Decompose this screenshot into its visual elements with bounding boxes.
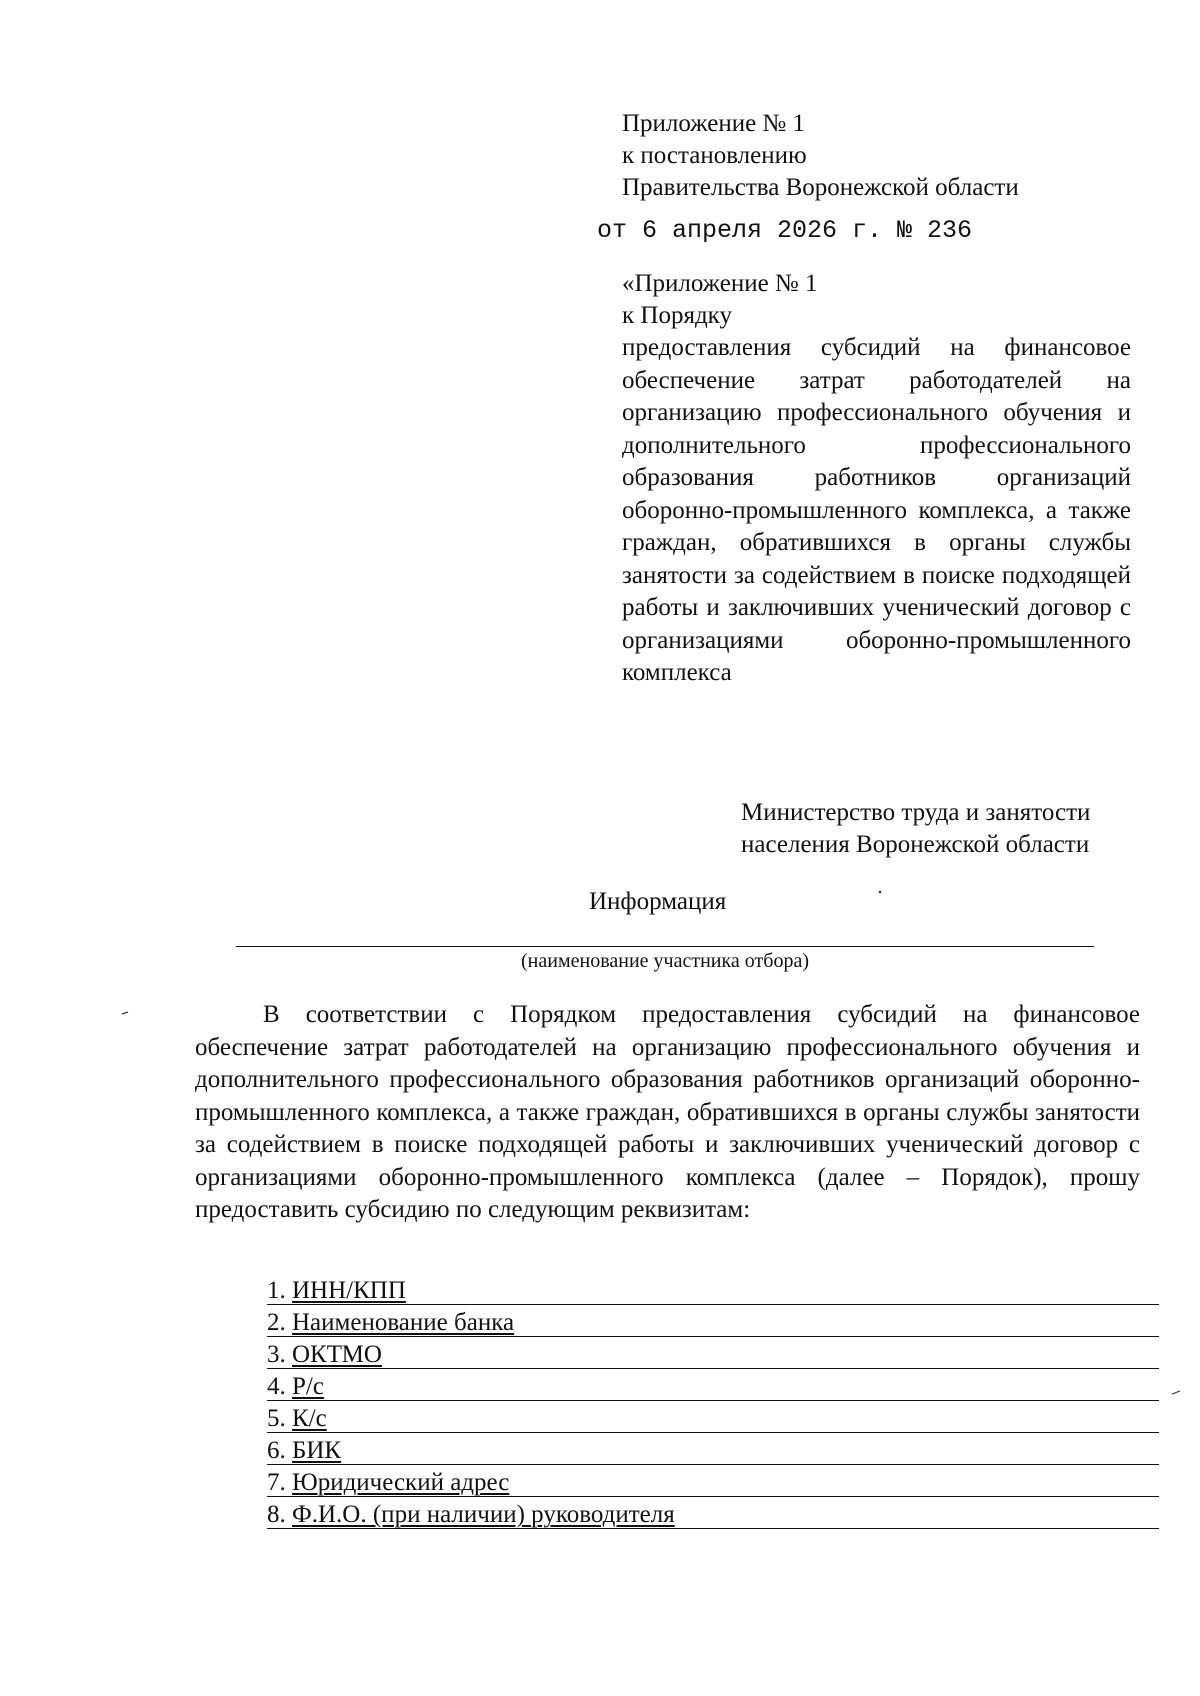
- field-number: 2.: [267, 1309, 286, 1336]
- field-label: Наименование банка: [292, 1309, 515, 1336]
- addressee-line-region: населения Воронежской области: [741, 831, 1090, 858]
- field-label: ОКТМО: [292, 1341, 382, 1368]
- appendix-title-line: «Приложение № 1: [622, 270, 818, 297]
- participant-caption: (наименование участника отбора): [521, 950, 809, 972]
- request-paragraph: В соответствии с Порядком предоставления субсидий на финансовое обеспечение затрат работодателей на организацию профессионального обучения и дополнительного профессионального образования работников организаций оборонно-промышленного комплекса, а также граждан, обратившихся в органы службы занятости за содействием в поиске подходящей работы и заключивших ученический договор с организациями оборонно-промышленного комплекса (далее – Порядок), прошу предоставить субсидию по следующим реквизитам:: [195, 1001, 1140, 1223]
- scan-speck: [879, 891, 882, 894]
- form-title: Информация: [589, 888, 727, 915]
- approval-line-appendix: Приложение № 1: [622, 110, 806, 137]
- appendix-to-order: к Порядку: [622, 302, 732, 329]
- field-number: 5.: [267, 1405, 286, 1432]
- field-number: 7.: [267, 1469, 286, 1496]
- approval-date-stamp: от 6 апреля 2026 г. № 236: [597, 216, 973, 245]
- field-label: Р/с: [292, 1373, 324, 1400]
- field-number: 6.: [267, 1437, 286, 1464]
- appendix-order-name: предоставления субсидий на финансовое обеспечение затрат работодателей на организацию профессионального обучения и дополнительного профессионального образования работников организаций оборонно-промышленного комплекса, а также граждан, обратившихся в органы службы занятости за содействием в поиске подходящей работы и заключивших ученический договор с организациями оборонно-промышленного комплекса: [622, 334, 1131, 686]
- field-label: ИНН/КПП: [292, 1277, 406, 1304]
- field-number: 1.: [267, 1277, 286, 1304]
- field-number: 8.: [267, 1501, 286, 1528]
- field-label: БИК: [292, 1437, 342, 1464]
- field-number: 4.: [267, 1373, 286, 1400]
- approval-line-government: Правительства Воронежской области: [622, 174, 1019, 201]
- field-label: Юридический адрес: [292, 1469, 510, 1496]
- field-number: 3.: [267, 1341, 286, 1368]
- scan-speck: [1172, 1391, 1180, 1394]
- approval-line-resolution: к постановлению: [622, 142, 807, 169]
- addressee-line-ministry: Министерство труда и занятости: [741, 799, 1091, 826]
- field-label: К/с: [292, 1405, 327, 1432]
- field-label: Ф.И.О. (при наличии) руководителя: [292, 1501, 675, 1528]
- scan-speck: [122, 1012, 128, 1014]
